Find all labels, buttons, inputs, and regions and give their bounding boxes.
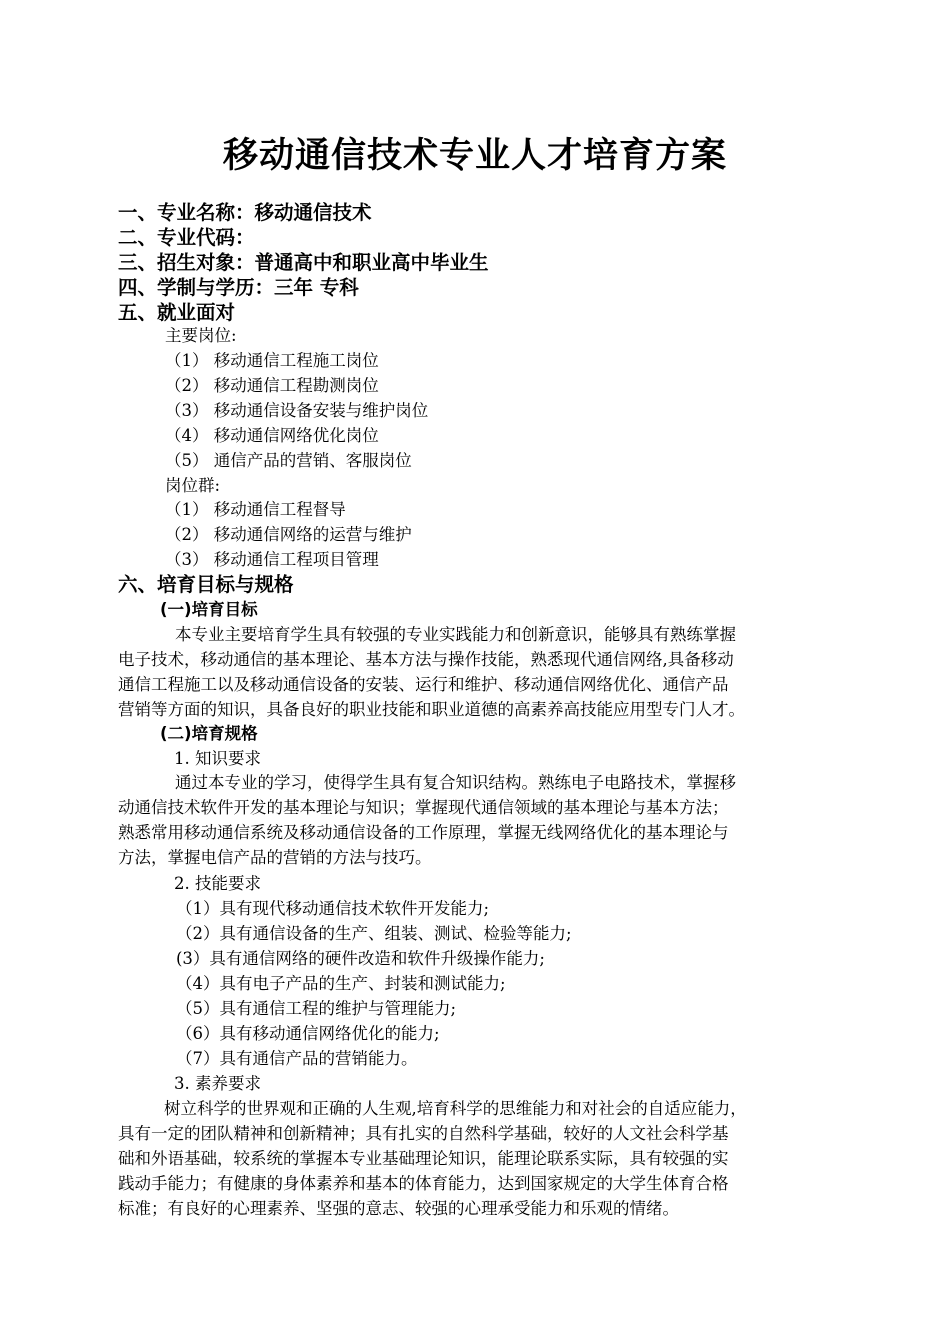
quality-label: 3. 素养要求	[174, 1074, 261, 1093]
section-enrollment: 三、招生对象：普通高中和职业高中毕业生	[118, 251, 489, 274]
paragraph-line: 动通信技术软件开发的基本理论与知识；掌握现代通信领域的基本理论与基本方法；	[118, 798, 729, 817]
paragraph-line: 熟悉常用移动通信系统及移动通信设备的工作原理，掌握无线网络优化的基本理论与	[118, 823, 729, 842]
list-item: （2）具有通信设备的生产、组装、测试、检验等能力;	[176, 924, 572, 943]
paragraph-line: 具有一定的团队精神和创新精神；具有扎实的自然科学基础，较好的人文社会科学基	[118, 1124, 729, 1143]
knowledge-paragraph	[118, 770, 836, 870]
list-item: （5） 通信产品的营销、客服岗位	[165, 451, 412, 470]
list-item: （1） 移动通信工程施工岗位	[165, 351, 379, 370]
paragraph-line: 方法，掌握电信产品的营销的方法与技巧。	[118, 848, 432, 867]
section-employment: 五、就业面对	[118, 301, 236, 324]
list-item: (3）具有通信网络的硬件改造和软件升级操作能力;	[176, 949, 545, 968]
section-major-name: 一、专业名称：移动通信技术	[118, 201, 372, 224]
knowledge-label: 1. 知识要求	[174, 749, 261, 768]
section-goals-specs: 六、培育目标与规格	[118, 573, 294, 596]
list-item: （7）具有通信产品的营销能力。	[176, 1049, 418, 1068]
list-item: （5）具有通信工程的维护与管理能力;	[176, 999, 457, 1018]
paragraph-line: 践动手能力；有健康的身体素养和基本的体育能力，达到国家规定的大学生体育合格	[118, 1174, 729, 1193]
paragraph-line: 营销等方面的知识，具备良好的职业技能和职业道德的高素养高技能应用型专门人才。	[118, 700, 745, 719]
list-item: （1） 移动通信工程督导	[165, 500, 346, 519]
goals-paragraph	[118, 622, 836, 722]
list-item: （3） 移动通信工程项目管理	[165, 550, 379, 569]
skills-label: 2. 技能要求	[174, 874, 261, 893]
paragraph-line: 电子技术，移动通信的基本理论、基本方法与操作技能，熟悉现代通信网络,具备移动	[118, 650, 734, 669]
document-title: 移动通信技术专业人才培育方案	[222, 136, 727, 176]
paragraph-line: 础和外语基础，较系统的掌握本专业基础理论知识，能理论联系实际，具有较强的实	[118, 1149, 729, 1168]
list-item: （2） 移动通信网络的运营与维护	[165, 525, 412, 544]
section-duration: 四、学制与学历：三年 专科	[118, 276, 359, 299]
main-positions-label: 主要岗位:	[165, 326, 237, 345]
list-item: （2） 移动通信工程勘测岗位	[165, 376, 379, 395]
list-item: （6）具有移动通信网络优化的能力;	[176, 1024, 440, 1043]
paragraph-line: 通信工程施工以及移动通信设备的安装、运行和维护、移动通信网络优化、通信产品	[118, 675, 729, 694]
list-item: （4）具有电子产品的生产、封装和测试能力;	[176, 974, 506, 993]
specs-heading: (二)培育规格	[160, 724, 258, 743]
paragraph-line: 树立科学的世界观和正确的人生观,培育科学的思维能力和对社会的自适应能力，	[164, 1099, 747, 1118]
goals-heading: (一)培育目标	[160, 600, 258, 619]
section-major-code: 二、专业代码：	[118, 226, 255, 249]
list-item: （1）具有现代移动通信技术软件开发能力;	[176, 899, 490, 918]
position-group-label: 岗位群:	[165, 476, 221, 495]
list-item: （3） 移动通信设备安装与维护岗位	[165, 401, 429, 420]
paragraph-line: 标准；有良好的心理素养、坚强的意志、较强的心理承受能力和乐观的情绪。	[118, 1199, 679, 1218]
paragraph-line: 通过本专业的学习，使得学生具有复合知识结构。熟练电子电路技术，掌握移	[175, 773, 736, 792]
paragraph-line: 本专业主要培育学生具有较强的专业实践能力和创新意识，能够具有熟练掌握	[175, 625, 736, 644]
list-item: （4） 移动通信网络优化岗位	[165, 426, 379, 445]
quality-paragraph	[118, 1096, 836, 1221]
